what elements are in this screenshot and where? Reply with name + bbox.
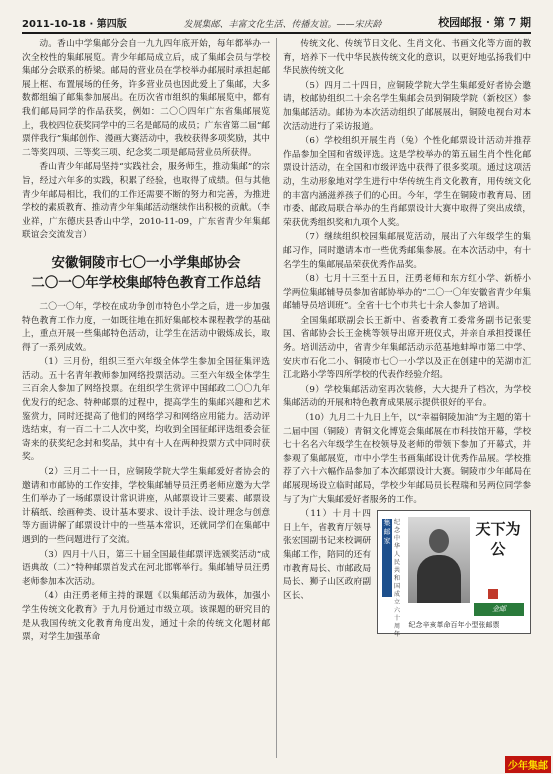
- publication-name: 校园邮报 · 第 7 期: [438, 16, 531, 29]
- paragraph: （5）四月二十四日，应铜陵学院大学生集邮爱好者协会邀请，校邮协组织二十余名学生集邮会员到铜陵学院（新校区）参加集邮活动。邮协为本次活动组织了邮展展出，铜陵电视台对本次活动进行了采访报道。: [283, 80, 531, 132]
- article-title-line2: 二〇一〇年学校集邮特色教育工作总结: [31, 274, 261, 291]
- portrait-body: [417, 555, 461, 603]
- paragraph: （1）三月份，组织三至六年级全体学生参加全国征集评选活动。五十名青年教师参加网络投票活动。三至六年级全体学生三百余人参加了网络投票。在组织学生赏评中国邮政二〇〇九年优发行的纪念、特种邮票的过程中，提高学生的集邮兴趣和艺术鉴赏力，同时还提高了他们的网络学习和网络应用能力。活动评选结束，有一百二十二人次中奖，均收到全国征邮评选组委会征寄来的获奖纪念封和奖品，其中有十人在两种投票方式中同时获奖。: [22, 357, 270, 463]
- paragraph: （3）四月十八日，第三十届全国最佳邮票评选颁奖活动“成语典故（二）”特种邮票首发式在河北邯郸举行。集邮辅导员汪勇老师参加本次活动。: [22, 549, 270, 587]
- portrait-head: [429, 529, 449, 553]
- paragraph: （6）学校组织开展生肖（兔）个性化邮票设计活动并推荐作品参加全国和省级评选。这是学校举办的第五届生肖个性化邮票设计活动，在全国和市级评选中获得了很多奖项。通过这项活动，生动形象地对学生进行中华传统生肖文化教育，用传统文化的丰富内涵滋养孩子们的心田。今年，学生在铜陵市教育局、团市委、邮政局联合举办的生肖邮票设计大赛中取得了突出成绩，荣获优秀组织奖和九项个人奖。: [283, 136, 531, 228]
- header-motto: 发展集邮、丰富文化生活、传播友谊。——宋庆龄: [183, 20, 382, 30]
- article-title-line1: 安徽铜陵市七〇一小学集邮协会: [51, 254, 241, 271]
- portrait-image: [408, 517, 470, 603]
- seal-stamp-icon: [488, 589, 498, 599]
- issue-date: 2011-10-18 · 第四版: [22, 19, 127, 30]
- article-title: [22, 253, 270, 293]
- paragraph: （11）十月十四日上午，省教育厅领导张宏国副书记来校调研集邮工作，陪同的还有市教育局长、市邮政局局长、狮子山区政府副区长、: [283, 509, 371, 601]
- paragraph: （2）三月二十一日，应铜陵学院大学生集邮爱好者协会的邀请和市邮协的工作安排，学校集邮辅导员汪勇老师应邀为大学生们举办了一场邮票设计常识讲座，从邮票设计三要素、邮票设计稿纸、绘画种类、设计基本要求、设计手法、设计理念与创意等方面讲解了邮票设计中的一些基本常识，还就同学们在集邮中遇到的一些问题进行了交流。: [22, 467, 270, 545]
- paragraph: （9）学校集邮活动室再次装修，大大提升了档次，为学校集邮活动的开展和特色教育成果展示提供很好的平台。: [283, 384, 531, 409]
- right-column: [283, 38, 531, 760]
- paragraph: （7）继续组织校园集邮展览活动，展出了六年级学生的集邮习作，同时邀请本市一些优秀邮集参展。在本次活动中，有十名学生的集邮展品荣获优秀作品奖。: [283, 232, 531, 270]
- paragraph: 全国集邮联副会长王新中、省委教育工委常务副书记张雯国、省邮协会长王金桃等领导出席开班仪式，并亲自承担授课任务。培训活动中，省青少年集邮活动示范基地蚌埠市第二中学、安庆市石化二小、铜陵市七〇一小学以及正在创建中的芜湖市汇江北路小学等四所学校的代表作经验介绍。: [283, 315, 531, 381]
- brand-logo: 金邮: [474, 603, 524, 616]
- stamp-sheet-sidebar: 集邮家: [382, 519, 392, 597]
- paragraph: 传统文化、传统节日文化、生肖文化、书画文化等方面的教育，培养下一代中华民族传统文化的意识，以更好地弘扬我们中华民族传统文化: [283, 39, 531, 77]
- paragraph: （4）由汪勇老师主持的课题《以集邮活动为载体，加强小学生传统文化教育》于九月份通过市级立项。该课题的研究目的是从我国传统文化教育角度出发，通过十余的传统文化题材邮票，对学生加强革命: [22, 591, 270, 643]
- left-column: [22, 38, 270, 760]
- image-caption: 纪念辛亥革命百年小型张邮票: [408, 620, 500, 629]
- section-tag: 少年集邮: [505, 756, 551, 773]
- column-divider: [276, 38, 277, 758]
- paragraph: （8）七月十三至十五日，汪勇老师和东方红小学、新桥小学两位集邮辅导员参加省邮协举办的“二〇一〇年安徽省青少年集邮辅导员培训班”。全省十七个市共七十余人参加了培训。: [283, 274, 531, 312]
- stamp-sheet-sidetext: 纪念中华人民共和国成立六十周年: [394, 519, 401, 639]
- paragraph: （10）九月二十九日上午，以“幸福铜陵加油”为主题的第十二届中国（铜陵）青铜文化博览会集邮展在市科技馆开幕，学校七十名名六年级学生在校领导及老师的带领下参加了开幕式，并参观了集邮展览，市中小学生书画集邮设计优秀作品展。学校推荐了六十六幅作品参加了本次邮票设计大赛。铜陵市少年邮局在邮展现场设立临时邮局，学校少年邮局员长程瑞和另两位同学参与了为广大集邮爱好者服务的工作。: [283, 413, 531, 505]
- calligraphy-text: 天下为公: [475, 520, 521, 559]
- paragraph: 动。香山中学集邮分会自一九九四年底开始，每年都举办一次全校性的集邮展览。青少年邮局成立后，成了集邮会员与学校集邮分会联系的桥梁。邮局的营业员在学校举办邮展时承担起邮展上框、布置展场的任务，许多营业员也因此爱上了集邮，大多数都组编了邮集参加展出。在历次省市组织的集邮展览中，都有我们邮局同学的作品获奖，例如：二〇〇四年广东省集邮展览上，我校四位获奖同学中的三名是邮局的成员；广东省第二届“邮票伴我行”集邮创作、漫画大赛活动中，我校获得多项奖励，其中二等奖四项、三等奖三项、纪念奖二项是邮局营业员所获得。: [22, 39, 270, 158]
- paragraph: 二〇一〇年，学校在成功争创市特色小学之后，进一步加强特色教育工作力度，一如既往地在抓好集邮校本课程教学的基础上，重点开展一些集邮特色活动，让学生在活动中锻炼成长，取得了一系列成效。: [22, 301, 270, 353]
- paragraph: 香山青少年邮局坚持“实践社会，服务师生，推动集邮”的宗旨，经过六年多的实践，积累了经验，也取得了成绩。但与其他青少年邮局相比，我们的工作还需要不断的努力和完善，为推进学校的素质教育、推动青少年集邮活动继续作出积极的贡献。（李业祥，广东德庆县香山中学，2010-11-09，广东省青少年集邮联谊会交流发言）: [22, 162, 270, 241]
- stamp-sheet-image: [377, 510, 531, 639]
- page-header: [22, 6, 531, 34]
